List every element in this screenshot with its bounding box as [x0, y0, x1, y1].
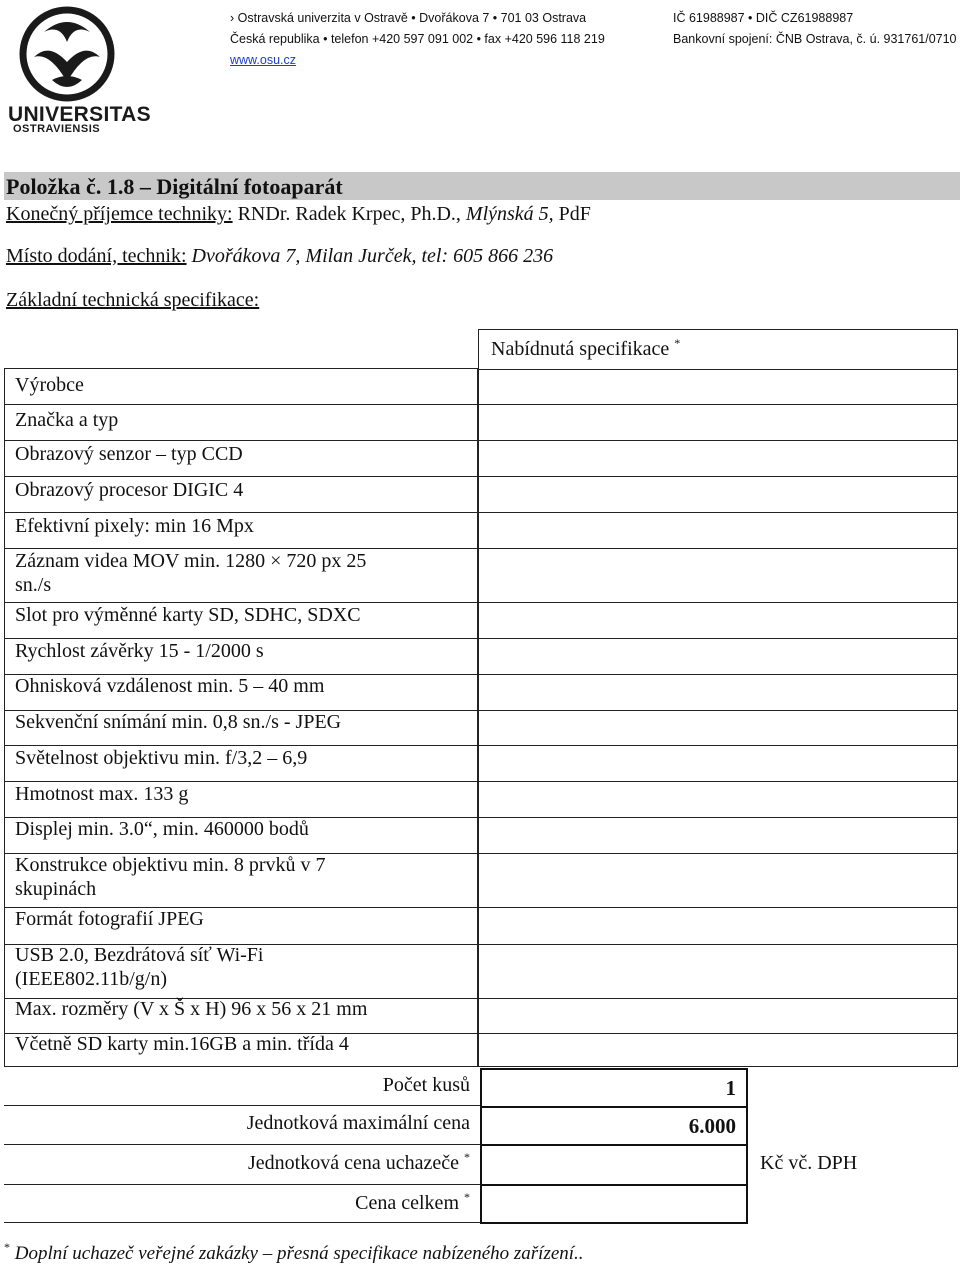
ids-line: IČ 61988987 • DIČ CZ61988987	[673, 11, 854, 25]
spec-item	[15, 603, 361, 627]
spec-row-divider	[5, 404, 477, 405]
spec-requirements-column	[4, 368, 478, 1067]
spec-item-text: Hmotnost max. 133 g	[15, 783, 189, 805]
spec-item-text: Displej min. 3.0“, min. 460000 bodů	[15, 818, 309, 840]
offered-row-divider	[479, 404, 957, 405]
delivery-line	[6, 245, 553, 268]
offered-row-divider	[479, 907, 957, 908]
asterisk-mark: *	[464, 1150, 470, 1164]
recipient-label: Konečný příjemce techniky:	[6, 203, 233, 225]
spec-item-text: Max. rozměry (V x Š x H) 96 x 56 x 21 mm	[15, 998, 368, 1020]
spec-item-text: Obrazový senzor – typ CCD	[15, 443, 243, 465]
offered-row-divider	[479, 602, 957, 603]
quantity-value: 1	[725, 1076, 736, 1100]
offered-row-divider	[479, 512, 957, 513]
spec-item-text: Rychlost závěrky 15 - 1/2000 s	[15, 640, 264, 662]
spec-item	[15, 408, 118, 432]
max-unit-price-label: Jednotková maximální cena	[246, 1112, 470, 1134]
offered-spec-column	[478, 329, 958, 1067]
spec-item	[15, 710, 341, 734]
spec-item	[15, 997, 367, 1021]
spec-item-text-continued: sn./s	[15, 574, 52, 596]
spec-item	[15, 943, 263, 991]
bank-line: Bankovní spojení: ČNB Ostrava, č. ú. 931761/0710	[673, 32, 957, 46]
offered-row-divider	[479, 476, 957, 477]
spec-item-text: Formát fotografií JPEG	[15, 908, 204, 930]
price-divider	[4, 1222, 480, 1223]
max-unit-price-value: 6.000	[688, 1114, 736, 1138]
header-address	[230, 8, 605, 71]
website-link[interactable]: www.osu.cz	[230, 53, 296, 67]
spec-item-text: Ohnisková vzdálenost min. 5 – 40 mm	[15, 675, 325, 697]
spec-item-text: Sekvenční snímání min. 0,8 sn./s - JPEG	[15, 711, 342, 733]
asterisk-mark: *	[4, 1240, 10, 1254]
price-divider	[4, 1184, 480, 1185]
spec-item	[15, 746, 307, 770]
spec-item	[15, 1032, 349, 1056]
spec-heading: Základní technická specifikace:	[6, 289, 260, 311]
logo-wordmark: UNIVERSITAS	[8, 103, 151, 126]
recipient-address: Mlýnská 5,	[465, 203, 554, 225]
total-price-label	[355, 1190, 470, 1215]
spec-item	[15, 907, 204, 931]
total-price-text: Cena celkem	[355, 1192, 459, 1214]
quantity-box	[480, 1068, 748, 1108]
spec-table	[4, 329, 960, 1067]
spec-item	[15, 817, 309, 841]
offered-row-divider	[479, 998, 957, 999]
recipient-line	[6, 203, 591, 226]
spec-item-text: Značka a typ	[15, 409, 119, 431]
bidder-unit-price-text: Jednotková cena uchazeče	[248, 1152, 459, 1174]
spec-item	[15, 782, 188, 806]
spec-row-divider	[5, 440, 477, 441]
price-divider	[4, 1144, 480, 1145]
offered-row-divider	[479, 781, 957, 782]
offered-row-divider	[479, 853, 957, 854]
delivery-label: Místo dodání, technik:	[6, 245, 187, 267]
spec-item-text: Slot pro výměnné karty SD, SDHC, SDXC	[15, 604, 361, 626]
offered-row-divider	[479, 674, 957, 675]
spec-row-divider	[5, 476, 477, 477]
header-ids	[673, 8, 957, 50]
bidder-unit-price-label	[248, 1150, 470, 1175]
footnote-text: Doplní uchazeč veřejné zakázky – přesná specifikace nabízeného zařízení..	[14, 1243, 584, 1264]
offered-row-divider	[479, 369, 957, 370]
spec-item	[15, 549, 366, 597]
offered-spec-heading	[491, 336, 680, 361]
spec-item-text-continued: (IEEE802.11b/g/n)	[15, 968, 168, 990]
spec-item	[15, 674, 324, 698]
spec-item-text: Efektivní pixely: min 16 Mpx	[15, 515, 254, 537]
spec-item	[15, 514, 254, 538]
logo-subwordmark: OSTRAVIENSIS	[13, 123, 101, 135]
recipient-faculty: PdF	[558, 203, 591, 225]
currency-label: Kč vč. DPH	[760, 1152, 858, 1174]
spec-item-text: Včetně SD karty min.16GB a min. třída 4	[15, 1033, 349, 1055]
offered-row-divider	[479, 440, 957, 441]
asterisk-mark: *	[464, 1190, 470, 1204]
spec-item-text-continued: skupinách	[15, 878, 97, 900]
spec-item	[15, 478, 243, 502]
page-title: Položka č. 1.8 – Digitální fotoaparát	[6, 174, 343, 199]
max-unit-price-box	[480, 1106, 748, 1146]
footnote	[4, 1240, 584, 1265]
asterisk-mark: *	[674, 336, 681, 350]
quantity-label: Počet kusů	[382, 1074, 470, 1096]
offered-row-divider	[479, 817, 957, 818]
offered-spec-heading-text: Nabídnutá specifikace	[491, 338, 670, 360]
offered-row-divider	[479, 944, 957, 945]
spec-item-text: Konstrukce objektivu min. 8 prvků v 7	[15, 854, 326, 876]
spec-item-text: Záznam videa MOV min. 1280 × 720 px 25	[15, 550, 367, 572]
spec-item-text: USB 2.0, Bezdrátová síť Wi-Fi	[15, 944, 264, 966]
bidder-unit-price-input[interactable]	[480, 1144, 748, 1186]
spec-item	[15, 442, 243, 466]
spec-item	[15, 639, 264, 663]
spec-item	[15, 373, 84, 397]
address-line: Česká republika • telefon +420 597 091 002 • fax +420 596 118 219	[230, 32, 605, 46]
offered-row-divider	[479, 548, 957, 549]
total-price-input[interactable]	[480, 1184, 748, 1224]
spec-item-text: Obrazový procesor DIGIC 4	[15, 479, 244, 501]
address-line: › Ostravská univerzita v Ostravě • Dvořákova 7 • 701 03 Ostrava	[230, 11, 587, 25]
offered-row-divider	[479, 638, 957, 639]
spec-item	[15, 853, 326, 901]
spec-item-text: Výrobce	[15, 374, 84, 396]
recipient-value: RNDr. Radek Krpec, Ph.D.,	[237, 203, 461, 225]
offered-row-divider	[479, 1033, 957, 1034]
spec-item-text: Světelnost objektivu min. f/3,2 – 6,9	[15, 747, 308, 769]
price-divider	[4, 1105, 480, 1106]
offered-row-divider	[479, 710, 957, 711]
spec-row-divider	[5, 512, 477, 513]
delivery-value: Dvořákova 7, Milan Jurček, tel: 605 866 236	[191, 245, 554, 267]
offered-row-divider	[479, 745, 957, 746]
